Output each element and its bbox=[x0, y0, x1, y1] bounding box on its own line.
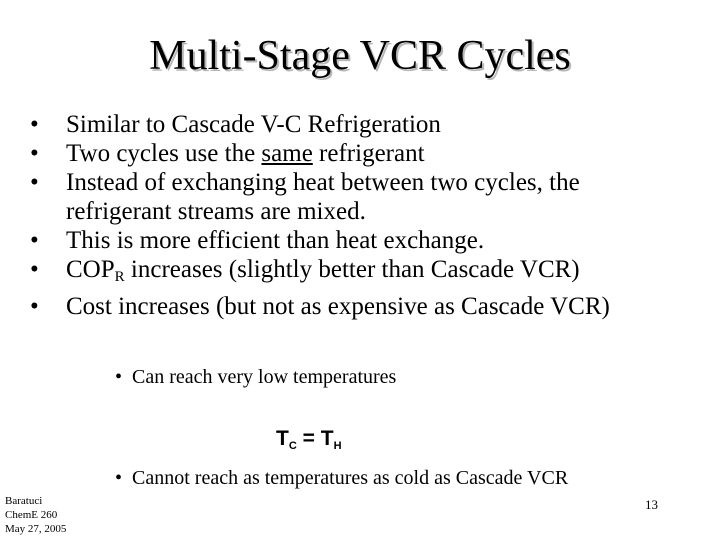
equation-lhs: T bbox=[276, 427, 289, 450]
bullet-icon: • bbox=[30, 169, 39, 196]
bullet-icon: • bbox=[30, 293, 39, 320]
bullet-item bbox=[30, 168, 700, 226]
sub-bullet bbox=[115, 365, 396, 389]
footer-date: May 27, 2005 bbox=[5, 523, 67, 535]
bullet-icon: • bbox=[30, 111, 39, 138]
bullet-text-post: refrigerant bbox=[312, 140, 425, 167]
footer-author: Baratuci bbox=[5, 495, 43, 507]
bullet-text: This is more efficient than heat exchange. bbox=[66, 227, 485, 254]
footer-course: ChemE 260 bbox=[5, 509, 58, 521]
bullet-item bbox=[30, 110, 700, 139]
bullet-icon: • bbox=[30, 256, 39, 283]
equation-lhs-subscript: C bbox=[288, 440, 297, 452]
bullet-item bbox=[30, 139, 700, 168]
bullet-text-post: increases (slightly better than Cascade VCR) bbox=[124, 256, 580, 283]
sub-bullet-text: Cannot reach as temperatures as cold as Cascade VCR bbox=[132, 467, 569, 489]
equation-rhs-subscript: H bbox=[333, 440, 342, 452]
bullet-text: Similar to Cascade V-C Refrigeration bbox=[66, 111, 441, 138]
bullet-icon: • bbox=[30, 140, 39, 167]
bullet-text-line1: Instead of exchanging heat between two cycles, the bbox=[66, 169, 580, 196]
sub-bullet-icon: • bbox=[115, 467, 123, 489]
slide-title: Multi-Stage VCR Cycles bbox=[149, 33, 571, 79]
page-number: 13 bbox=[645, 497, 658, 512]
cop-label: COP bbox=[66, 256, 115, 283]
sub-bullet-text: Can reach very low temperatures bbox=[132, 366, 397, 388]
bullet-text: Cost increases (but not as expensive as Cascade VCR) bbox=[66, 293, 610, 320]
sub-bullet-icon: • bbox=[115, 366, 123, 388]
bullet-list bbox=[30, 110, 700, 321]
bullet-item bbox=[30, 226, 700, 255]
equation-operator: = bbox=[302, 427, 315, 450]
sub-bullet bbox=[115, 466, 568, 490]
bullet-text-line2: refrigerant streams are mixed. bbox=[66, 198, 366, 225]
bullet-text-pre: Two cycles use the bbox=[66, 140, 262, 167]
bullet-icon: • bbox=[30, 227, 39, 254]
footer-info bbox=[5, 494, 66, 536]
cop-subscript: R bbox=[114, 269, 125, 285]
equation-rhs: T bbox=[320, 427, 334, 450]
bullet-item bbox=[30, 292, 700, 321]
bullet-item bbox=[30, 255, 700, 292]
equation bbox=[276, 426, 342, 459]
underlined-word: same bbox=[261, 140, 313, 167]
